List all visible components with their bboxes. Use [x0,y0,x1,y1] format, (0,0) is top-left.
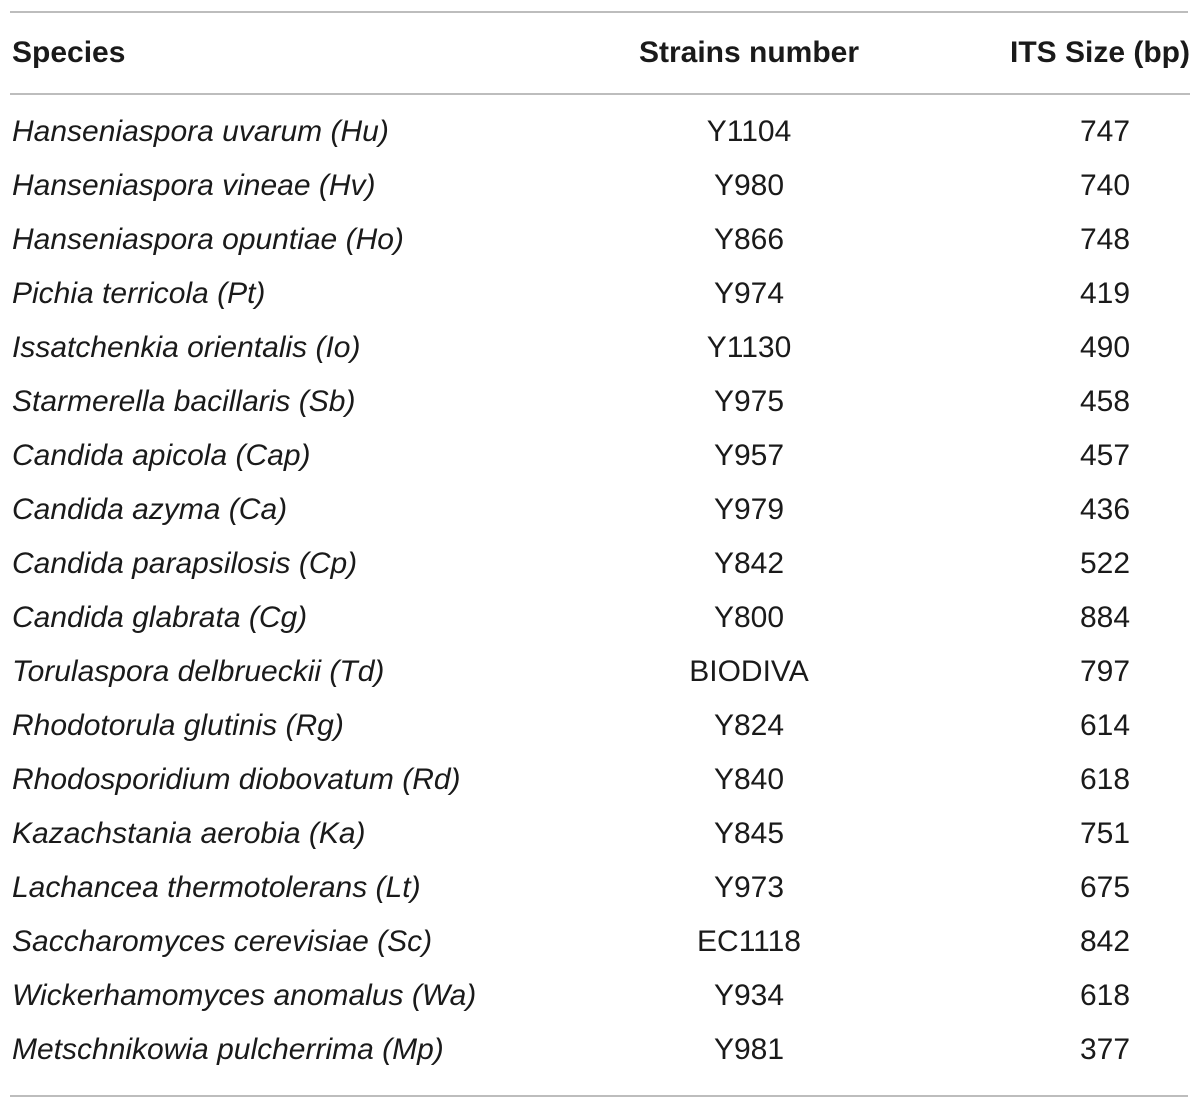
table-row [10,699,1190,753]
table-row [10,321,1190,375]
table-row [10,807,1190,861]
table-row [10,915,1190,969]
its-size-cell: 458 [1079,385,1131,418]
its-size-cell: 377 [1079,1033,1131,1066]
strain-number-cell: Y1130 [706,331,792,364]
its-size-cell: 740 [1079,169,1131,202]
strain-number-cell: Y973 [713,871,785,904]
header-its-size: ITS Size (bp) [920,13,1190,94]
strain-number-cell: Y975 [713,385,785,418]
species-cell: Saccharomyces cerevisiae (Sc) [12,925,433,958]
strain-number-cell: Y980 [713,169,785,202]
header-species: Species [10,13,578,94]
species-cell: Hanseniaspora vineae (Hv) [12,169,376,202]
species-cell: Candida azyma (Ca) [12,493,288,526]
species-cell: Hanseniaspora uvarum (Hu) [12,115,389,148]
strain-number-cell: Y866 [713,223,785,256]
strain-number-cell: Y840 [713,763,785,796]
species-cell: Metschnikowia pulcherrima (Mp) [12,1033,444,1066]
header-row [10,13,1190,94]
its-size-cell: 522 [1079,547,1131,580]
its-size-cell: 842 [1079,925,1131,958]
species-cell: Kazachstania aerobia (Ka) [12,817,366,850]
table-row [10,1023,1190,1087]
species-cell: Candida apicola (Cap) [12,439,311,472]
strain-number-cell: Y934 [713,979,785,1012]
table-row [10,159,1190,213]
its-size-cell: 675 [1079,871,1131,904]
table-row [10,483,1190,537]
its-size-cell: 747 [1079,115,1131,148]
table-row [10,645,1190,699]
species-cell: Pichia terricola (Pt) [12,277,266,310]
bottom-rule [10,1095,1188,1097]
table-row [10,537,1190,591]
its-size-cell: 490 [1079,331,1131,364]
table-row [10,213,1190,267]
strain-number-cell: Y974 [713,277,785,310]
strain-number-cell: Y800 [713,601,785,634]
strain-number-cell: Y1104 [706,115,792,148]
its-size-cell: 748 [1079,223,1131,256]
strain-number-cell: Y979 [713,493,785,526]
its-size-cell: 419 [1079,277,1131,310]
species-cell: Hanseniaspora opuntiae (Ho) [12,223,404,256]
its-size-cell: 797 [1079,655,1131,688]
table-row [10,375,1190,429]
strain-number-cell: Y842 [713,547,785,580]
its-size-cell: 884 [1079,601,1131,634]
species-cell: Torulaspora delbrueckii (Td) [12,655,385,688]
strain-number-cell: Y981 [713,1033,785,1066]
species-cell: Issatchenkia orientalis (Io) [12,331,361,364]
table-row [10,267,1190,321]
species-cell: Rhodosporidium diobovatum (Rd) [12,763,461,796]
its-size-cell: 436 [1079,493,1131,526]
table-row [10,969,1190,1023]
table-row [10,94,1190,159]
species-table-container [10,11,1188,1097]
table-row [10,753,1190,807]
strain-number-cell: BIODIVA [689,655,809,688]
species-cell: Lachancea thermotolerans (Lt) [12,871,421,904]
strain-number-cell: Y824 [713,709,785,742]
table-row [10,591,1190,645]
strain-number-cell: Y957 [713,439,785,472]
its-size-cell: 618 [1079,763,1131,796]
species-cell: Candida glabrata (Cg) [12,601,308,634]
strain-number-cell: EC1118 [697,925,801,958]
species-cell: Starmerella bacillaris (Sb) [12,385,356,418]
table-row [10,861,1190,915]
its-size-cell: 614 [1079,709,1131,742]
table-row [10,429,1190,483]
its-size-cell: 618 [1079,979,1131,1012]
species-cell: Candida parapsilosis (Cp) [12,547,358,580]
strain-number-cell: Y845 [713,817,785,850]
species-cell: Wickerhamomyces anomalus (Wa) [12,979,477,1012]
its-size-cell: 457 [1079,439,1131,472]
its-size-cell: 751 [1079,817,1131,850]
species-cell: Rhodotorula glutinis (Rg) [12,709,344,742]
table-body [10,94,1190,1087]
species-table [10,13,1190,1087]
header-strain-number: Strains number [578,13,920,94]
